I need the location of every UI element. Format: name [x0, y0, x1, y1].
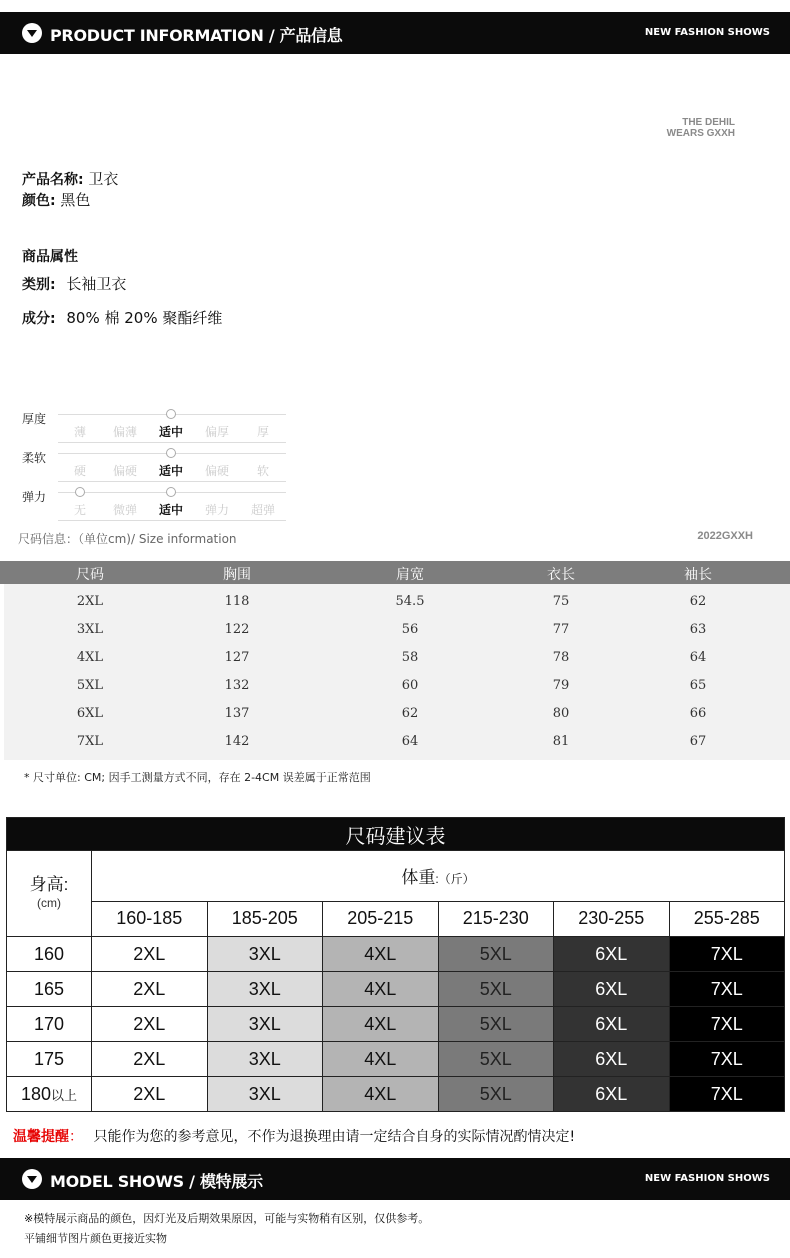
size-cell: 80: [552, 706, 570, 721]
size-cell: 81: [552, 734, 570, 749]
table-row: [7, 937, 785, 972]
size-cell: 62: [401, 706, 419, 721]
scale-marker: [166, 409, 176, 419]
size-cell: 66: [689, 706, 707, 721]
size-cell: 5XL: [76, 678, 104, 693]
size-cell: 142: [224, 734, 250, 749]
table-row: [7, 1007, 785, 1042]
scale-option: 适中: [158, 425, 183, 439]
scale-label: 柔软: [22, 451, 47, 465]
scale-option: 偏硬: [112, 464, 137, 478]
section-header-model-shows: [0, 1158, 790, 1200]
col-header-size: 尺码: [76, 567, 104, 583]
size-cell: 78: [552, 650, 570, 665]
chevron-down-icon: [22, 23, 42, 43]
warm-tip: 温馨提醒： 只能作为您的参考意见，不作为退换理由请一定结合自身的实际情况酌情决定!: [13, 1129, 576, 1145]
size-cell: 7XL: [76, 734, 104, 749]
weight-range: 255-285: [669, 901, 785, 936]
height-value: 170: [7, 1007, 92, 1042]
size-table-header: [0, 561, 790, 584]
size-recommendation: 2XL: [92, 1077, 208, 1112]
size-recommendation-table: [6, 817, 785, 1112]
size-recommendation: 2XL: [92, 1042, 208, 1077]
size-recommendation: 7XL: [669, 972, 785, 1007]
section-title: PRODUCT INFORMATION / 产品信息: [50, 26, 343, 45]
size-recommendation: 5XL: [438, 1007, 554, 1042]
scale-option: 偏薄: [112, 425, 137, 439]
size-recommendation: 4XL: [323, 1042, 439, 1077]
size-cell: 58: [401, 650, 419, 665]
weight-range: 205-215: [323, 901, 439, 936]
weight-range: 185-205: [207, 901, 323, 936]
size-cell: 77: [552, 622, 570, 637]
scale-marker: [166, 448, 176, 458]
size-cell: 137: [224, 706, 250, 721]
scale-divider: [58, 520, 286, 521]
height-value: 175: [7, 1042, 92, 1077]
size-recommendation: 3XL: [207, 972, 323, 1007]
section-header-product-info: [0, 12, 790, 54]
size-cell: 56: [401, 622, 419, 637]
size-note: * 尺寸单位: CM; 因手工测量方式不同，存在 2-4CM 误差属于正常范围: [24, 771, 371, 784]
chevron-down-icon: [22, 1169, 42, 1189]
size-recommendation: 3XL: [207, 1042, 323, 1077]
scale-option: 硬: [73, 464, 86, 478]
size-recommendation: 5XL: [438, 1042, 554, 1077]
size-recommendation: 2XL: [92, 1007, 208, 1042]
col-header-shoulder: 肩宽: [396, 567, 424, 583]
scale-option: 适中: [158, 503, 183, 517]
brand-mark: THE DEHIL WEARS GXXH: [666, 117, 735, 139]
scale-option: 薄: [73, 425, 86, 439]
size-cell: 65: [689, 678, 707, 693]
size-recommendation: 3XL: [207, 937, 323, 972]
weight-range: 215-230: [438, 901, 554, 936]
scale-option: 适中: [158, 464, 183, 478]
product-type: 类别: 长袖卫衣: [22, 275, 127, 293]
size-cell: 3XL: [76, 622, 104, 637]
scale-divider: [58, 442, 286, 443]
table-row: [7, 1077, 785, 1112]
size-cell: 67: [689, 734, 707, 749]
size-recommendation: 6XL: [554, 1042, 670, 1077]
product-color: 颜色: 黑色: [22, 191, 91, 209]
size-cell: 79: [552, 678, 570, 693]
size-recommendation: 4XL: [323, 972, 439, 1007]
size-info-code: 2022GXXH: [697, 530, 753, 542]
size-recommendation: 6XL: [554, 937, 670, 972]
size-recommendation: 2XL: [92, 937, 208, 972]
size-cell: 60: [401, 678, 419, 693]
size-recommendation: 6XL: [554, 972, 670, 1007]
size-cell: 127: [224, 650, 250, 665]
scale-option: 偏硬: [204, 464, 229, 478]
size-recommendation: 6XL: [554, 1007, 670, 1042]
scale-option: 微弹: [112, 503, 137, 517]
weight-range: 230-255: [554, 901, 670, 936]
scale-marker: [75, 487, 85, 497]
size-recommendation: 3XL: [207, 1007, 323, 1042]
size-recommendation: 4XL: [323, 1007, 439, 1042]
product-name: 产品名称: 卫衣: [22, 170, 119, 188]
size-info-label: 尺码信息：（单位cm)/ Size information: [18, 532, 237, 546]
scale-label: 厚度: [22, 412, 47, 426]
size-recommendation: 7XL: [669, 1042, 785, 1077]
size-cell: 122: [224, 622, 250, 637]
size-recommendation: 2XL: [92, 972, 208, 1007]
section-title: MODEL SHOWS / 模特展示: [50, 1172, 263, 1191]
product-material: 成分: 80% 棉 20% 聚酯纤维: [22, 309, 223, 327]
height-value: 180以上: [7, 1077, 92, 1112]
col-header-length: 衣长: [547, 567, 575, 583]
table-row: [7, 972, 785, 1007]
scale-option: 无: [73, 503, 86, 517]
scale-label: 弹力: [22, 490, 47, 504]
size-cell: 118: [224, 594, 250, 609]
weight-range: 160-185: [92, 901, 208, 936]
size-cell: 132: [224, 678, 250, 693]
size-cell: 54.5: [395, 594, 425, 609]
size-cell: 75: [552, 594, 570, 609]
height-value: 165: [7, 972, 92, 1007]
height-value: 160: [7, 937, 92, 972]
size-recommendation: 5XL: [438, 1077, 554, 1112]
section-tagline: NEW FASHION SHOWS: [644, 1173, 770, 1184]
scale-option: 厚: [256, 425, 269, 439]
model-note: ※模特展示商品的颜色，因灯光及后期效果原因，可能与实物稍有区别，仅供参考。 平铺细节图片颜色更接近实物: [24, 1212, 430, 1245]
size-cell: 4XL: [76, 650, 104, 665]
scale-option: 偏厚: [204, 425, 229, 439]
size-recommendation: 4XL: [323, 1077, 439, 1112]
size-recommendation: 6XL: [554, 1077, 670, 1112]
size-recommendation: 7XL: [669, 1077, 785, 1112]
size-cell: 64: [689, 650, 707, 665]
table-row: [7, 1042, 785, 1077]
scale-option: 弹力: [204, 503, 229, 517]
size-cell: 2XL: [76, 594, 104, 609]
scale-divider: [58, 481, 286, 482]
size-recommendation: 3XL: [207, 1077, 323, 1112]
size-recommendation: 7XL: [669, 937, 785, 972]
size-recommendation: 4XL: [323, 937, 439, 972]
size-recommendation: 5XL: [438, 937, 554, 972]
weight-header: 体重:（斤）: [92, 851, 785, 902]
scale-option: 软: [256, 464, 269, 478]
col-header-chest: 胸围: [223, 567, 251, 583]
scale-option: 超弹: [250, 503, 275, 517]
size-recommendation: 5XL: [438, 972, 554, 1007]
height-header: 身高: (cm): [7, 851, 92, 937]
section-tagline: NEW FASHION SHOWS: [644, 27, 770, 38]
recommendation-title: 尺码建议表: [7, 818, 785, 851]
size-cell: 62: [689, 594, 707, 609]
size-recommendation: 7XL: [669, 1007, 785, 1042]
col-header-sleeve: 袖长: [684, 567, 712, 583]
attributes-title: 商品属性: [22, 249, 78, 265]
scale-marker: [166, 487, 176, 497]
size-table-body: [4, 584, 790, 760]
size-cell: 6XL: [76, 706, 104, 721]
size-cell: 64: [401, 734, 419, 749]
size-cell: 63: [689, 622, 707, 637]
